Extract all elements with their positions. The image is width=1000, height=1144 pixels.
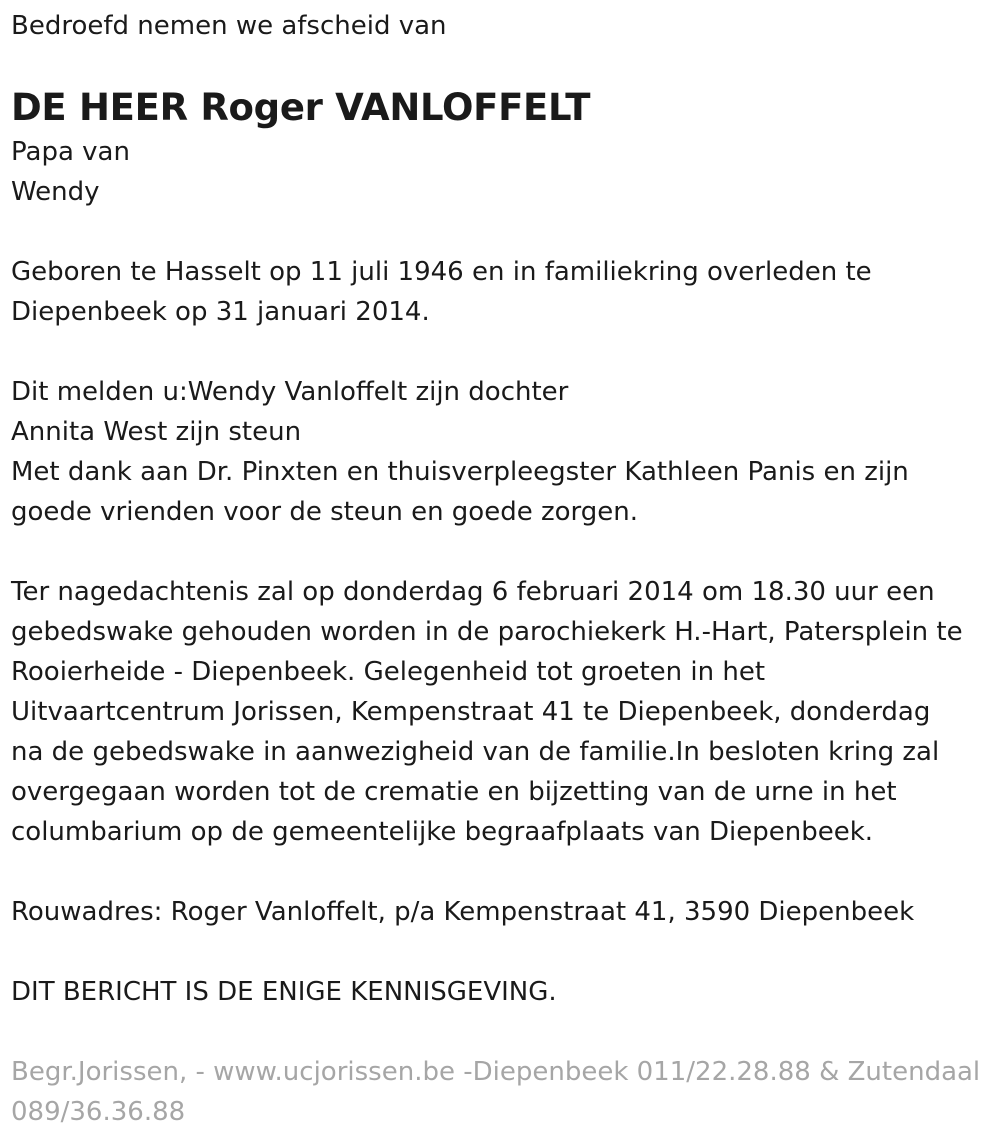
announcement-line: goede vrienden voor de steun en goede zorgen. — [11, 497, 639, 527]
ceremony-line: gebedswake gehouden worden in de parochiekerk H.-Hart, Patersplein te — [11, 617, 963, 647]
announcement-line: Dit melden u:Wendy Vanloffelt zijn dochter — [11, 377, 569, 407]
ceremony-line: Uitvaartcentrum Jorissen, Kempenstraat 41 te Diepenbeek, donderdag — [11, 697, 931, 727]
birth-death-line: Diepenbeek op 31 januari 2014. — [11, 297, 430, 327]
footer-line: 089/36.36.88 — [11, 1097, 186, 1127]
spacer — [11, 1012, 989, 1052]
spacer — [11, 332, 989, 372]
ceremony-block — [11, 572, 989, 852]
ceremony-line: columbarium op de gemeentelijke begraafplaats van Diepenbeek. — [11, 817, 874, 847]
footer-line: Begr.Jorissen, - www.ucjorissen.be -Diepenbeek 011/22.28.88 & Zutendaal — [11, 1057, 981, 1087]
relation-block — [11, 132, 989, 212]
intro-text: Bedroefd nemen we afscheid van — [11, 11, 447, 41]
relation-line: Papa van — [11, 137, 130, 167]
ceremony-line: na de gebedswake in aanwezigheid van de familie.In besloten kring zal — [11, 737, 940, 767]
notice-text: DIT BERICHT IS DE ENIGE KENNISGEVING. — [11, 977, 557, 1007]
birth-death-block — [11, 252, 989, 332]
spacer — [11, 532, 989, 572]
spacer — [11, 852, 989, 892]
footer-credit — [11, 1052, 989, 1132]
deceased-name: DE HEER Roger VANLOFFELT — [11, 86, 591, 129]
spacer — [11, 212, 989, 252]
relation-line: Wendy — [11, 177, 100, 207]
announcement-line: Annita West zijn steun — [11, 417, 302, 447]
birth-death-line: Geboren te Hasselt op 11 juli 1946 en in familiekring overleden te — [11, 257, 872, 287]
ceremony-line: Ter nagedachtenis zal op donderdag 6 februari 2014 om 18.30 uur een — [11, 577, 935, 607]
announcement-block — [11, 372, 989, 532]
announcement-line: Met dank aan Dr. Pinxten en thuisverpleegster Kathleen Panis en zijn — [11, 457, 909, 487]
ceremony-line: Rooierheide - Diepenbeek. Gelegenheid tot groeten in het — [11, 657, 766, 687]
ceremony-line: overgegaan worden tot de crematie en bijzetting van de urne in het — [11, 777, 897, 807]
mourning-address: Rouwadres: Roger Vanloffelt, p/a Kempenstraat 41, 3590 Diepenbeek — [11, 897, 915, 927]
spacer — [11, 932, 989, 972]
